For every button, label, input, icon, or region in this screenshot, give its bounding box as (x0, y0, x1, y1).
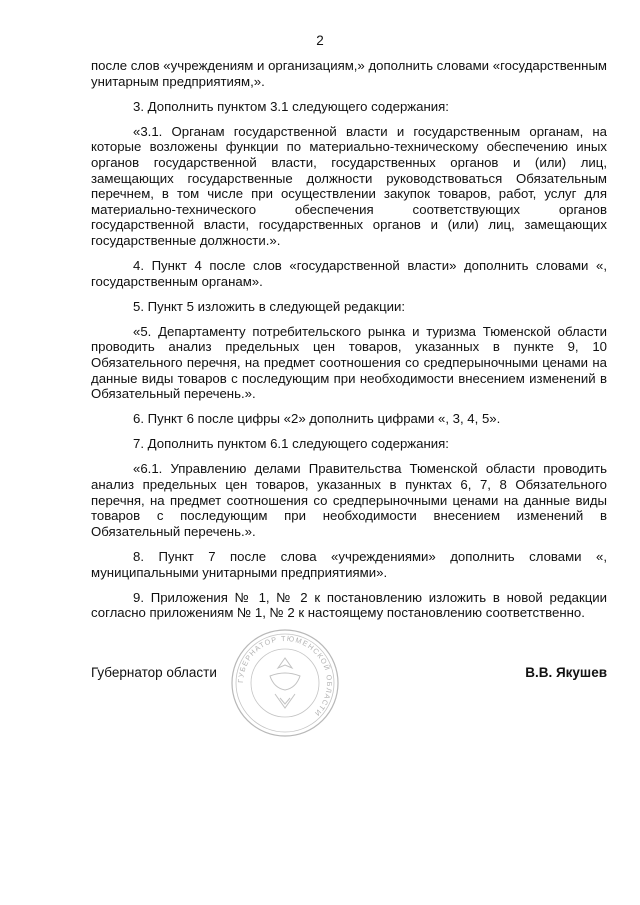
paragraph-quote-5: «5. Департаменту потребительского рынка и туризма Тюменской области проводить анализ предельных цен товаров, указанных в пункте 9, 10 Обязательного перечня, на предмет соотношения со средперыночными ценами на данные виды товаров с последующим при необходимости внесением изменений в Обязательный перечень.». (91, 323, 607, 402)
paragraph-item-5: 5. Пункт 5 изложить в следующей редакции: (133, 298, 406, 314)
paragraph-item-4: 4. Пункт 4 после слов «государственной власти» дополнить словами «, государственным органам». (91, 258, 607, 289)
signature-block (91, 665, 607, 689)
svg-text:ГУБЕРНАТОР ТЮМЕНСКОЙ ОБЛАСТИ (236, 634, 334, 719)
paragraph-item-7: 7. Дополнить пунктом 6.1 следующего содержания: (133, 436, 449, 452)
paragraph-item-9: 9. Приложения № 1, № 2 к постановлению изложить в новой редакции согласно приложениям № 1, № 2 к настоящему постановлению соответственно. (91, 589, 607, 621)
paragraph-item-3: 3. Дополнить пунктом 3.1 следующего содержания: (133, 98, 449, 114)
signatory-position: Губернатор области (91, 665, 217, 680)
seal-ring-text: ГУБЕРНАТОР ТЮМЕНСКОЙ ОБЛАСТИ (235, 633, 335, 719)
paragraph-item-6: 6. Пункт 6 после цифры «2» дополнить цифрами «, 3, 4, 5». (133, 411, 501, 427)
official-seal (230, 628, 340, 738)
signatory-name: В.В. Якушев (525, 665, 607, 680)
paragraph-quote-3-1: «3.1. Органам государственной власти и государственным органам, на которые возложены функции по материально-техническому обеспечению иных органов государственной власти, государственных органов и (или) лиц, замещающих государственные должности руководствоваться Обязательным перечнем, в том числе при осуществлении закупок товаров, работ, услуг для материально-технического обеспечения соответствующих органов государственной власти, государственных органов и (или) лиц, замещающих государственные должности.». (91, 123, 607, 248)
page-number: 2 (316, 33, 324, 48)
paragraph-quote-6-1: «6.1. Управлению делами Правительства Тюменской области проводить анализ предельных цен товаров, указанных в пунктах 6, 7, 8 Обязательного перечня, на предмет соотношения со средперыночными ценами на данные виды товаров с последующим при необходимости внесением изменений в Обязательный перечень.». (91, 461, 607, 539)
paragraph-continuation: после слов «учреждениям и организациям,» дополнить словами «государственным унитарным предприятиям,». (91, 58, 607, 89)
document-body (91, 58, 607, 630)
paragraph-item-8: 8. Пункт 7 после слова «учреждениями» дополнить словами «, муниципальными унитарными предприятиями». (91, 548, 607, 580)
